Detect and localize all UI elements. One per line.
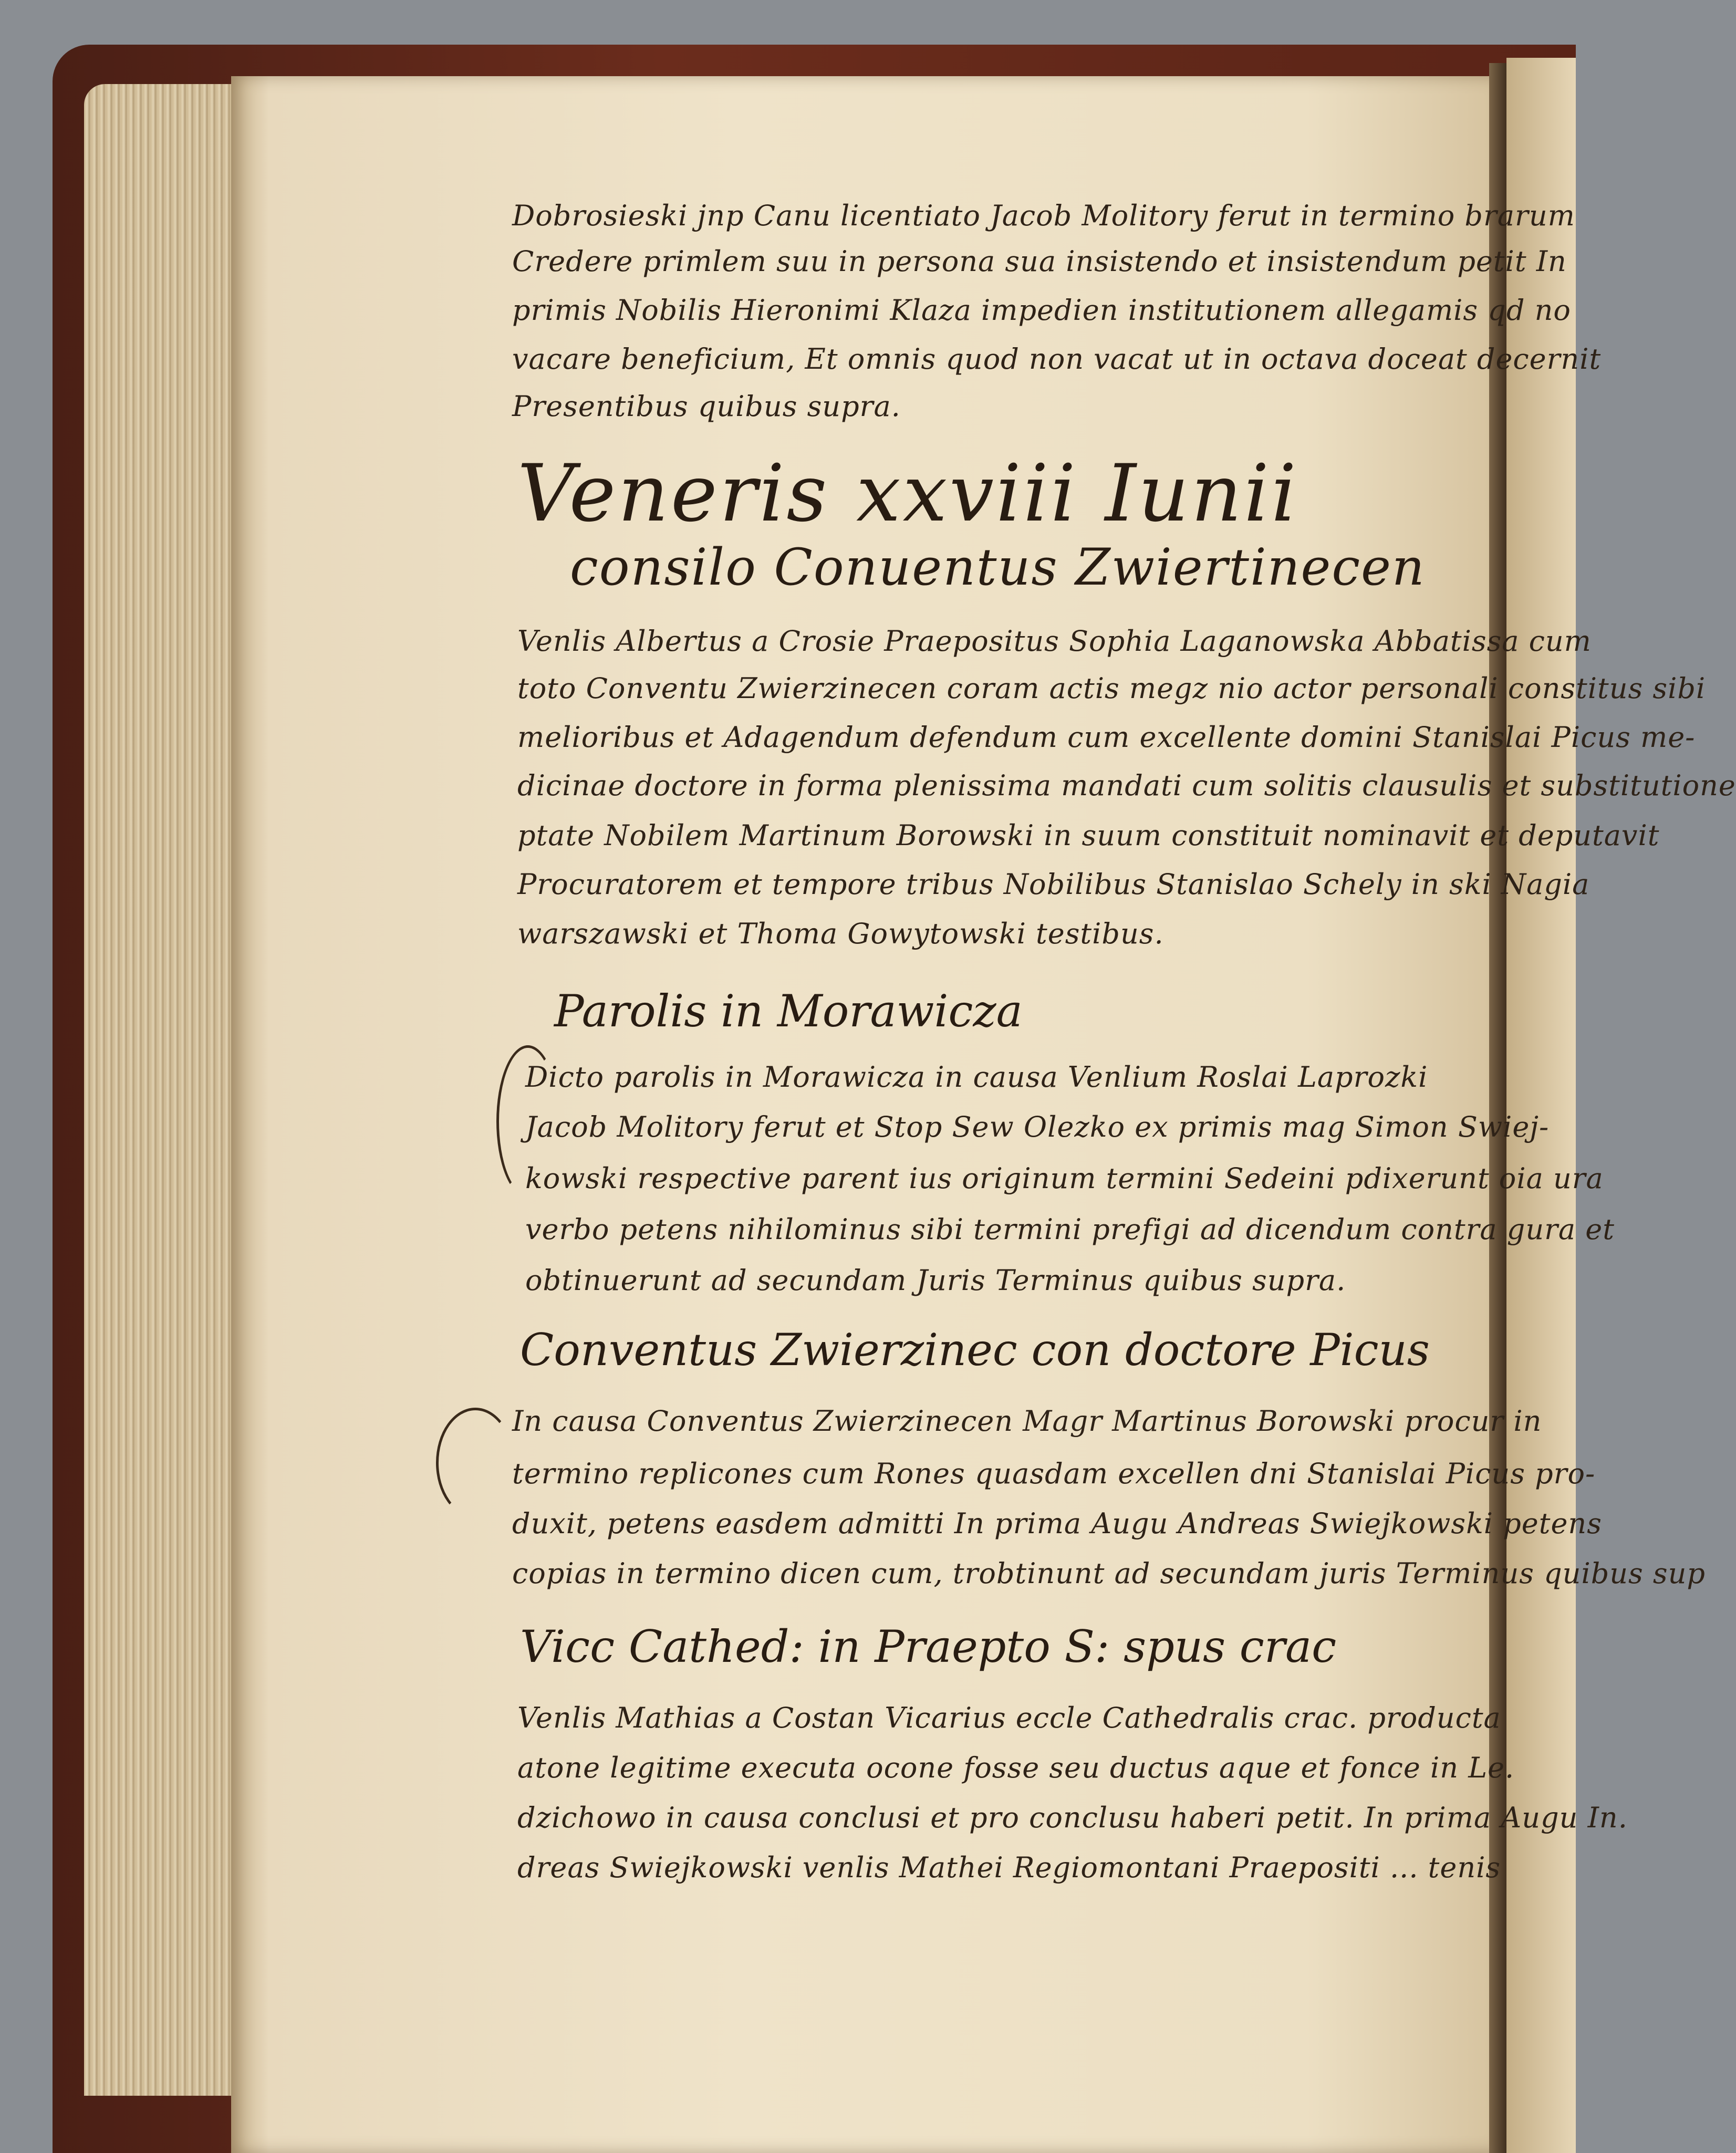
text-line: melioribus et Adagendum defendum cum excellente domini Stanislai Picus me- <box>517 721 1696 754</box>
text-line: Credere primlem suu in persona sua insistendo et insistendum petit In <box>512 245 1567 278</box>
text-line: Venlis Albertus a Crosie Praepositus Sophia Laganowska Abbatissa cum <box>517 625 1592 658</box>
text-line: toto Conventu Zwierzinecen coram actis megz nio actor personali constitus sibi <box>517 672 1706 705</box>
text-line: primis Nobilis Hieronimi Klaza impedien institutionem allegamis qd no <box>512 294 1571 327</box>
text-line: Venlis Mathias a Costan Vicarius eccle Cathedralis crac. producta <box>517 1701 1501 1734</box>
text-line: dzichowo in causa conclusi et pro conclusu haberi petit. In prima Augu In. <box>517 1801 1628 1834</box>
text-line: dreas Swiejkowski venlis Mathei Regiomontani Praepositi ... tenis <box>517 1851 1501 1884</box>
text-line: copias in termino dicen cum, trobtinunt ad secundam juris Terminus quibus sup <box>512 1557 1706 1590</box>
text-line: ptate Nobilem Martinum Borowski in suum constituit nominavit et deputavit <box>517 819 1660 852</box>
text-line: kowski respective parent ius originum termini Sedeini pdixerunt oia ura <box>525 1162 1604 1195</box>
text-line: warszawski et Thoma Gowytowski testibus. <box>517 917 1164 950</box>
text-line: In causa Conventus Zwierzinecen Magr Martinus Borowski procur in <box>512 1405 1542 1438</box>
text-line: Jacob Molitory ferut et Stop Sew Olezko ex primis mag Simon Swiej- <box>525 1110 1550 1143</box>
section-heading: Parolis in Morawicza <box>554 985 1023 1037</box>
text-line: dicinae doctore in forma plenissima mandati cum solitis clausulis et substitutione <box>517 769 1736 802</box>
section-heading: consilo Conuentus Zwiertinecen <box>570 538 1426 597</box>
section-heading: Vicc Cathed: in Praepto S: spus crac <box>520 1621 1337 1672</box>
section-heading: Conventus Zwierzinec con doctore Picus <box>520 1324 1430 1376</box>
text-line: Dobrosieski jnp Canu licentiato Jacob Molitory ferut in termino brarum <box>512 199 1575 232</box>
initial-flourish <box>436 1408 515 1518</box>
text-line: Procuratorem et tempore tribus Nobilibus Stanislao Schely in ski Nagia <box>517 868 1590 901</box>
text-line: Dicto parolis in Morawicza in causa Venlium Roslai Laprozki <box>525 1060 1428 1094</box>
date-heading: Veneris xxviii Iunii <box>517 448 1298 539</box>
text-line: atone legitime executa ocone fosse seu ductus aque et fonce in Le. <box>517 1751 1515 1784</box>
text-line: Presentibus quibus supra. <box>512 390 901 423</box>
text-line: termino replicones cum Rones quasdam excellen dni Stanislai Picus pro- <box>512 1457 1596 1490</box>
text-line: obtinuerunt ad secundam Juris Terminus quibus supra. <box>525 1264 1346 1297</box>
text-line: duxit, petens easdem admitti In prima Augu Andreas Swiejkowski petens <box>512 1507 1602 1540</box>
text-line: vacare beneficium, Et omnis quod non vacat ut in octava doceat decernit <box>512 342 1602 376</box>
text-line: verbo petens nihilominus sibi termini prefigi ad dicendum contra gura et <box>525 1213 1615 1246</box>
